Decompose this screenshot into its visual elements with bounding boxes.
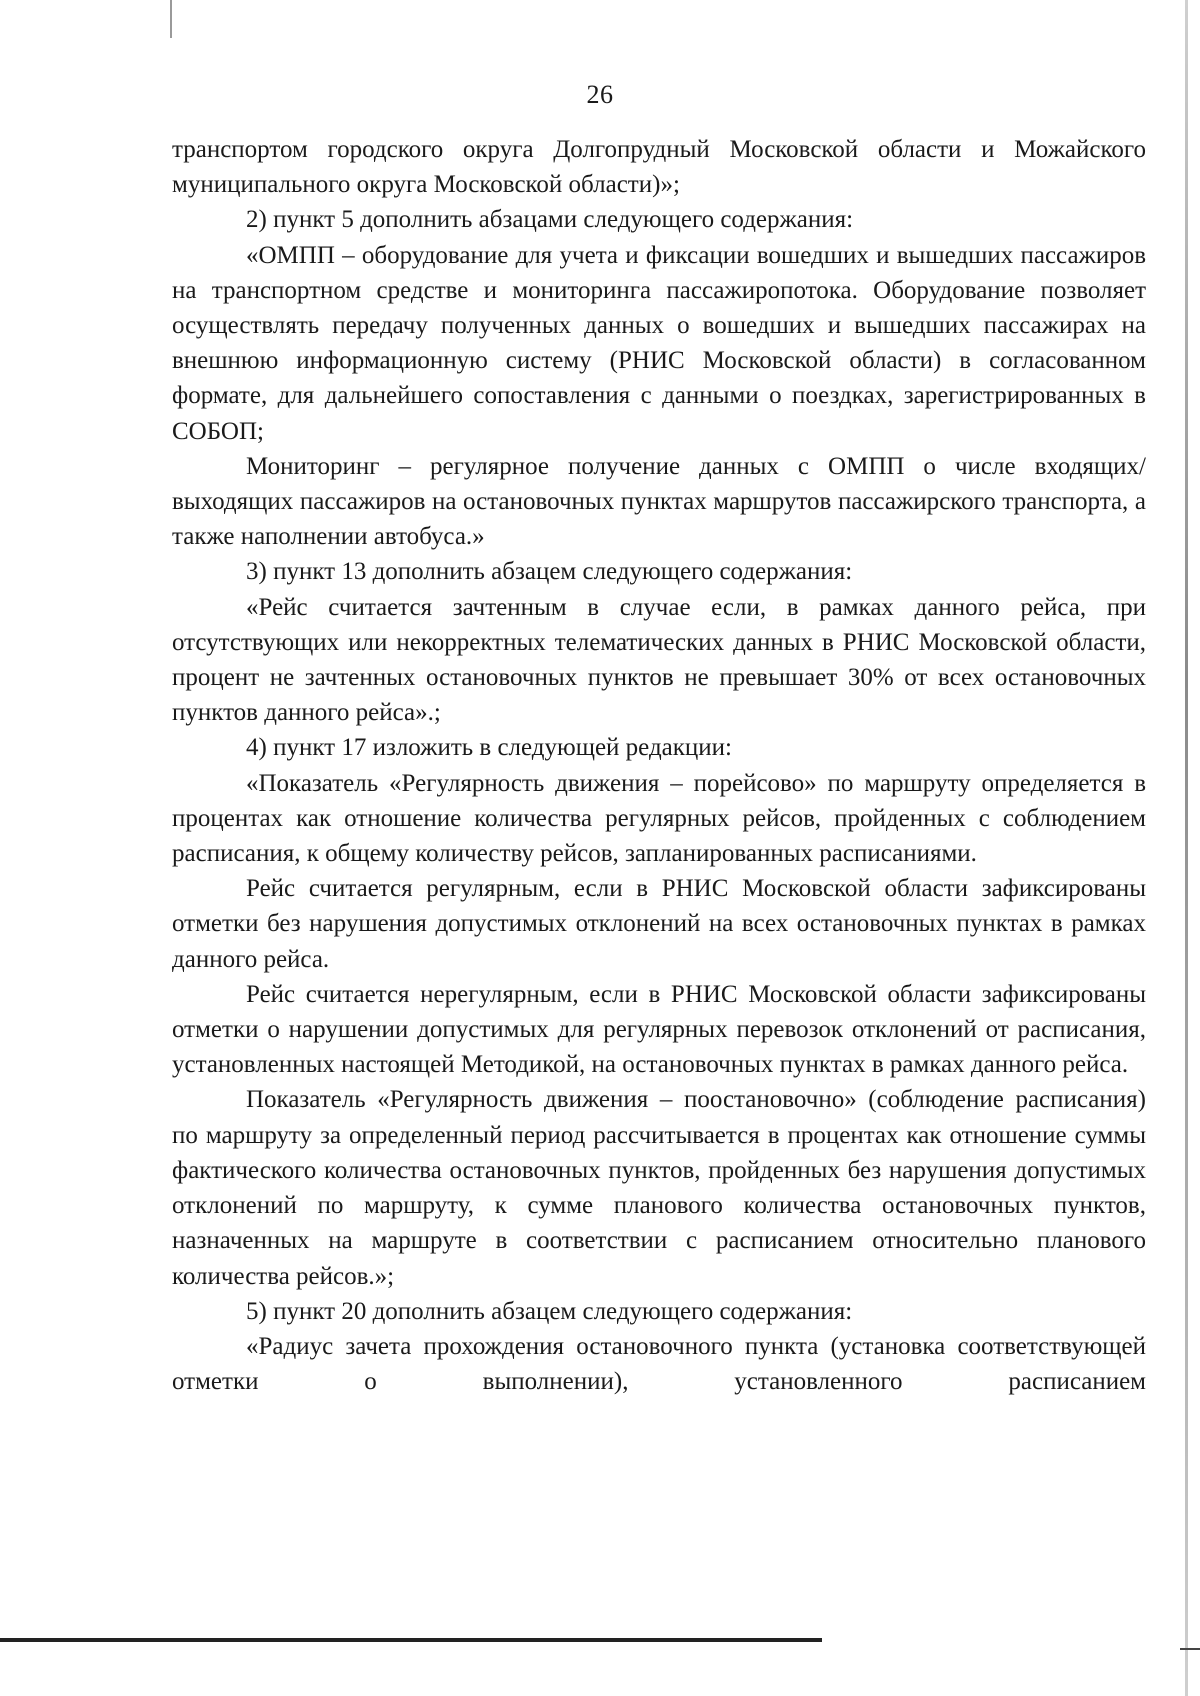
paragraph: Показатель «Регулярность движения – поостановочно» (соблюдение расписания) по маршруту за определенный период рассчитывается в процентах как отношение суммы фактического количества остановочных пунктов, пройденных без нарушения допустимых отклонений по маршруту, к сумме планового количества остановочных пунктов, назначенных на маршруте в соответствии с расписанием относительно планового количества рейсов.»;: [172, 1086, 1146, 1290]
paragraph: «ОМПП – оборудование для учета и фиксации вошедших и вышедших пассажиров на транспортном средстве и мониторинга пассажиропотока. Оборудование позволяет осуществлять передачу полученных данных о вошедших и вышедших пассажирах на внешнюю информационную систему (РНИС Московской области) в согласованном формате, для дальнейшего сопоставления с данными о поездках, зарегистрированных в СОБОП;: [172, 241, 1146, 445]
paragraph: 3) пункт 13 дополнить абзацем следующего содержания:: [246, 558, 853, 586]
paragraph: 2) пункт 5 дополнить абзацами следующего содержания:: [246, 206, 854, 234]
paragraph: «Рейс считается зачтенным в случае если, в рамках данного рейса, при отсутствующих или некорректных телематических данных в РНИС Московской области, процент не зачтенных остановочных пунктов не превышает 30% от всех остановочных пунктов данного рейса».;: [172, 593, 1146, 727]
paragraph-continued: «Радиус зачета прохождения остановочного пункта (установка соответствующей отметки о выполнении), установленного расписанием: [172, 1332, 1146, 1396]
paragraph: 4) пункт 17 изложить в следующей редакции:: [246, 734, 732, 762]
paragraph: транспортом городского округа Долгопрудный Московской области и Можайского муниципального округа Московской области)»;: [172, 136, 1146, 199]
scan-edge-mark-right: [1185, 0, 1188, 1696]
document-body: [172, 132, 1146, 1399]
paragraph: «Показатель «Регулярность движения – порейсово» по маршруту определяется в процентах как отношение количества регулярных рейсов, пройденных с соблюдением расписания, к общему количеству рейсов, запланированных расписаниями.: [172, 769, 1146, 868]
paragraph: 5) пункт 20 дополнить абзацем следующего содержания:: [246, 1297, 853, 1325]
page-number: 26: [586, 80, 614, 109]
scan-edge-mark-top: [170, 0, 172, 38]
paragraph: Рейс считается нерегулярным, если в РНИС Московской области зафиксированы отметки о нарушении допустимых для регулярных перевозок отклонений от расписания, установленных настоящей Методикой, на остановочных пунктах в рамках данного рейса.: [172, 980, 1146, 1079]
paragraph: Мониторинг – регулярное получение данных с ОМПП о числе входящих/выходящих пассажиров на остановочных пунктах маршрутов пассажирского транспорта, а также наполнении автобуса.»: [172, 452, 1146, 551]
scan-bottom-rule: [0, 1638, 822, 1642]
paragraph: Рейс считается регулярным, если в РНИС Московской области зафиксированы отметки без нарушения допустимых отклонений на всех остановочных пунктах в рамках данного рейса.: [172, 875, 1146, 973]
scan-bottom-mark: [1180, 1648, 1200, 1650]
